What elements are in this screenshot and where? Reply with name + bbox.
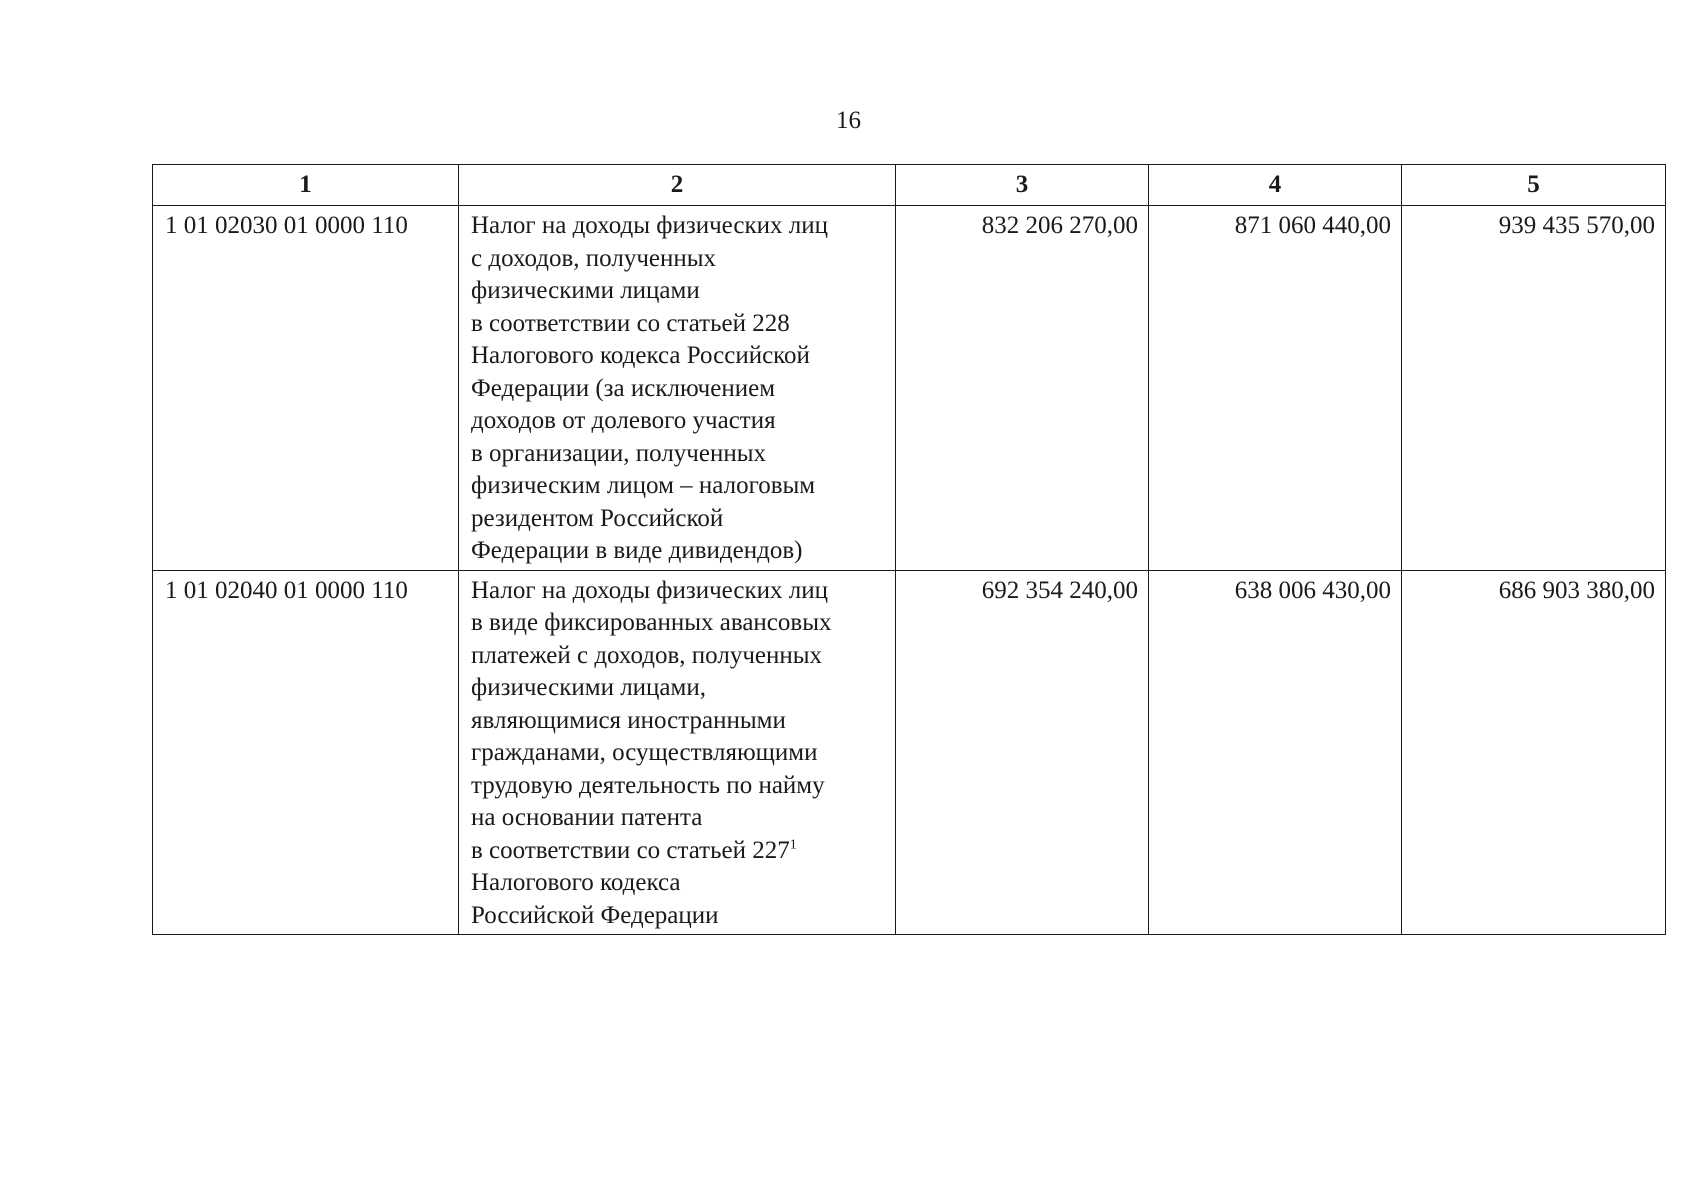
description-line: Федерации (за исключением xyxy=(471,374,776,402)
column-header-2: 2 xyxy=(459,165,896,206)
description-line: Налог на доходы физических лиц xyxy=(471,576,828,604)
amount-cell-col3: 692 354 240,00 xyxy=(896,570,1149,935)
description-line: физическими лицами xyxy=(471,277,700,304)
description-line: Налогового кодекса Российской xyxy=(471,342,810,369)
amount-cell-col4: 638 006 430,00 xyxy=(1149,570,1402,935)
description-line: в соответствии со статьей 228 xyxy=(471,309,790,337)
description-line: с доходов, полученных xyxy=(471,244,717,272)
amount-cell-col5: 686 903 380,00 xyxy=(1402,570,1666,935)
column-header-5: 5 xyxy=(1402,165,1666,206)
amount-cell-col5: 939 435 570,00 xyxy=(1402,206,1666,571)
table-header-row xyxy=(153,165,1666,206)
table-row xyxy=(153,570,1666,935)
article-superscript: 1 xyxy=(789,837,797,853)
amount-cell-col3: 832 206 270,00 xyxy=(896,206,1149,571)
description-line: в виде фиксированных авансовых xyxy=(471,609,832,636)
description-line-text: в соответствии со статьей 227 xyxy=(471,836,790,864)
column-header-4: 4 xyxy=(1149,165,1402,206)
description-line: трудовую деятельность по найму xyxy=(471,771,825,799)
description-line: Налог на доходы физических лиц xyxy=(471,212,828,239)
page-number: 16 xyxy=(836,107,861,134)
description-line: резидентом Российской xyxy=(471,504,724,532)
table-row xyxy=(153,206,1666,571)
budget-revenue-table xyxy=(152,164,1666,935)
description-cell xyxy=(459,206,896,571)
description-line: на основании патента xyxy=(471,804,703,831)
description-line: физическими лицами, xyxy=(471,674,706,701)
budget-code-cell: 1 01 02030 01 0000 110 xyxy=(153,206,459,571)
description-cell xyxy=(459,570,896,935)
column-header-1: 1 xyxy=(153,165,459,206)
description-line: гражданами, осуществляющими xyxy=(471,739,818,766)
description-line: Федерации в виде дивидендов) xyxy=(471,537,803,564)
description-line: являющимися иностранными xyxy=(471,706,786,734)
description-line: Налогового кодекса xyxy=(471,869,681,896)
amount-cell-col4: 871 060 440,00 xyxy=(1149,206,1402,571)
description-line: платежей с доходов, полученных xyxy=(471,641,823,669)
description-line: физическим лицом – налоговым xyxy=(471,472,816,499)
column-header-3: 3 xyxy=(896,165,1149,206)
budget-code-cell: 1 01 02040 01 0000 110 xyxy=(153,570,459,935)
description-line: доходов от долевого участия xyxy=(471,407,776,434)
description-line: в организации, полученных xyxy=(471,439,767,467)
description-line: Российской Федерации xyxy=(471,901,719,929)
description-line xyxy=(471,835,885,868)
